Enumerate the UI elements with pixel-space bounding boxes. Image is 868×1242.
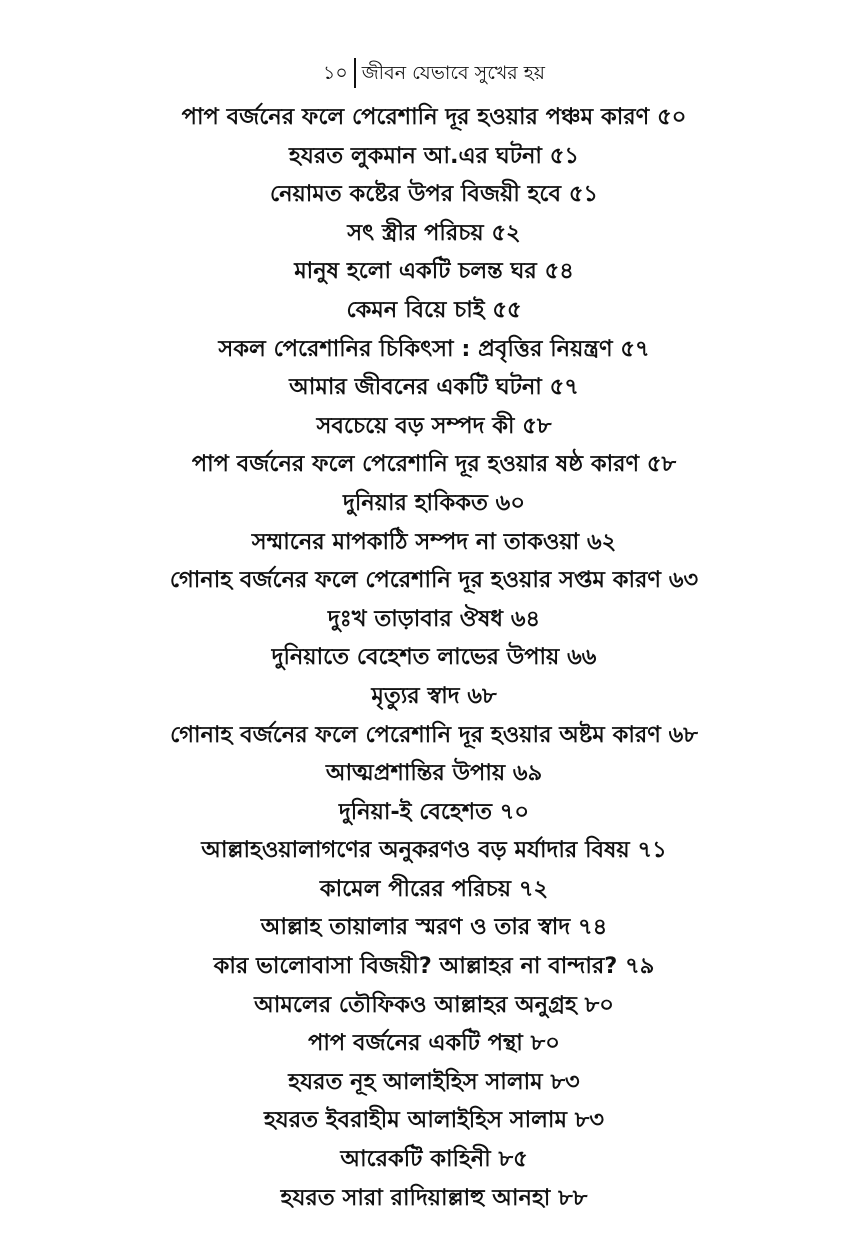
page-header: [0, 58, 868, 88]
toc-entry: পাপ বর্জনের ফলে পেরেশানি দূর হওয়ার পঞ্চম কারণ ৫০: [181, 104, 687, 130]
toc-entry: হযরত সারা রাদিয়াল্লাহু আনহা ৮৮: [280, 1184, 588, 1211]
table-of-contents: [0, 98, 868, 1217]
toc-entry: গোনাহ বর্জনের ফলে পেরেশানি দূর হওয়ার সপ্তম কারণ ৬৩: [169, 567, 699, 594]
running-title: জীবন যেভাবে সুখের হয়: [361, 62, 545, 84]
toc-entry: হযরত নূহ আলাইহিস সালাম ৮৩: [288, 1068, 580, 1095]
toc-entry: আত্মপ্রশান্তির উপায় ৬৯: [325, 760, 543, 787]
toc-entry: মানুষ হলো একটি চলন্ত ঘর ৫৪: [294, 258, 574, 285]
toc-entry: পাপ বর্জনের ফলে পেরেশানি দূর হওয়ার ষষ্ঠ কারণ ৫৮: [191, 451, 677, 478]
toc-entry: দুনিয়াতে বেহেশত লাভের উপায় ৬৬: [271, 644, 597, 671]
toc-entry: সৎ স্ত্রীর পরিচয় ৫২: [347, 219, 521, 246]
toc-entry: আল্লাহওয়ালাগণের অনুকরণও বড় মর্যাদার বিষয় ৭১: [201, 837, 667, 864]
toc-entry: আমার জীবনের একটি ঘটনা ৫৭: [289, 374, 579, 401]
toc-entry: আরেকটি কাহিনী ৮৫: [340, 1146, 528, 1173]
toc-entry: নেয়ামত কষ্টের উপর বিজয়ী হবে ৫১: [269, 181, 599, 208]
toc-entry: আমলের তৌফিকও আল্লাহর অনুগ্রহ ৮০: [254, 991, 614, 1018]
toc-entry: কার ভালোবাসা বিজয়ী? আল্লাহর না বান্দার? ৭৯: [213, 953, 655, 980]
page-number: ১০: [323, 58, 356, 88]
toc-entry: পাপ বর্জনের একটি পন্থা ৮০: [308, 1030, 560, 1057]
toc-entry: কেমন বিয়ে চাই ৫৫: [346, 296, 522, 323]
toc-entry: কামেল পীরের পরিচয় ৭২: [319, 875, 549, 902]
toc-entry: দুনিয়া-ই বেহেশত ৭০: [338, 798, 530, 825]
toc-entry: সবচেয়ে বড় সম্পদ কী ৫৮: [316, 412, 552, 439]
toc-entry: দুনিয়ার হাকিকত ৬০: [343, 489, 525, 516]
toc-entry: আল্লাহ তায়ালার স্মরণ ও তার স্বাদ ৭৪: [260, 914, 608, 941]
toc-entry: মৃত্যুর স্বাদ ৬৮: [371, 682, 497, 709]
toc-entry: হযরত ইবরাহীম আলাইহিস সালাম ৮৩: [263, 1107, 604, 1134]
toc-entry: সকল পেরেশানির চিকিৎসা : প্রবৃত্তির নিয়ন্ত্রণ ৫৭: [218, 335, 650, 362]
toc-entry: দুঃখ তাড়াবার ঔষধ ৬৪: [327, 605, 541, 632]
toc-entry: সম্মানের মাপকাঠি সম্পদ না তাকওয়া ৬২: [251, 528, 617, 555]
toc-entry: হযরত লুকমান আ.এর ঘটনা ৫১: [289, 142, 579, 169]
toc-entry: গোনাহ বর্জনের ফলে পেরেশানি দূর হওয়ার অষ্টম কারণ ৬৮: [170, 721, 698, 748]
